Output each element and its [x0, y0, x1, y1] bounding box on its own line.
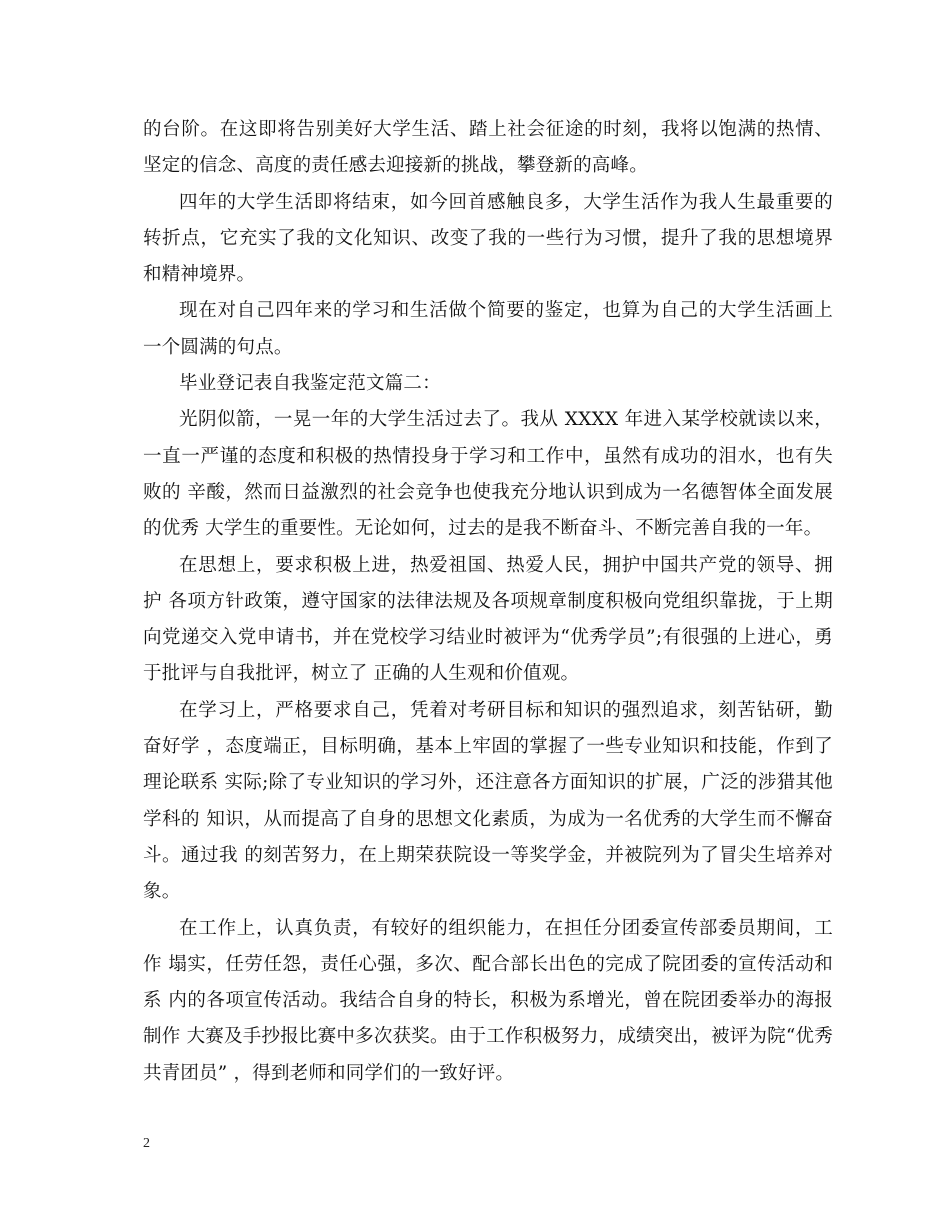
body-text [143, 112, 833, 1092]
paragraph: 光阴似箭，一晃一年的大学生活过去了。我从 XXXX 年进入某学校就读以来，一直一严谨的态度和积极的热情投身于学习和工作中，虽然有成功的泪水，也有失败的 辛酸，然而日益激烈的社会竞争也使我充分地认识到成为一名德智体全面发展的优秀 大学生的重要性。无论如何，过去的是我不断奋斗、不断完善自我的一年。 [143, 409, 833, 540]
paragraph: 的台阶。在这即将告别美好大学生活、踏上社会征途的时刻，我将以饱满的热情、坚定的信念、高度的责任感去迎接新的挑战，攀登新的高峰。 [143, 119, 833, 177]
paragraph: 在思想上，要求积极上进，热爱祖国、热爱人民，拥护中国共产党的领导、拥护 各项方针政策，遵守国家的法律法规及各项规章制度积极向党组织靠拢，于上期向党递交入党申请书，并在党校学习结业时被评为“优秀学员”;有很强的上进心，勇于批评与自我批评，树立了 正确的人生观和价值观。 [143, 554, 833, 685]
paragraph: 在学习上，严格要求自己，凭着对考研目标和知识的强烈追求，刻苦钻研，勤奋好学 ，态度端正，目标明确，基本上牢固的掌握了一些专业知识和技能，作到了理论联系 实际;除了专业知识的学习外，还注意各方面知识的扩展，广泛的涉猎其他学科的 知识，从而提高了自身的思想文化素质，为成为一名优秀的大学生而不懈奋斗。通过我 的刻苦努力，在上期荣获院设一等奖学金，并被院列为了冒尖生培养对象。 [143, 699, 833, 903]
paragraph: 在工作上，认真负责，有较好的组织能力，在担任分团委宣传部委员期间，工作 塌实，任劳任怨，责任心强，多次、配合部长出色的完成了院团委的宣传活动和系 内的各项宣传活动。我结合自身的特长，积极为系增光，曾在院团委举办的海报制作 大赛及手抄报比赛中多次获奖。由于工作积极努力，成绩突出，被评为院“优秀共青团员” ，得到老师和同学们的一致好评。 [143, 917, 833, 1084]
paragraph: 四年的大学生活即将结束，如今回首感触良多，大学生活作为我人生最重要的转折点，它充实了我的文化知识、改变了我的一些行为习惯，提升了我的思想境界和精神境界。 [143, 191, 833, 286]
section-heading: 毕业登记表自我鉴定范文篇二： [179, 373, 441, 395]
page-number: 2 [143, 1136, 150, 1151]
paragraph: 现在对自己四年来的学习和生活做个简要的鉴定，也算为自己的大学生活画上一个圆满的句点。 [143, 300, 833, 358]
